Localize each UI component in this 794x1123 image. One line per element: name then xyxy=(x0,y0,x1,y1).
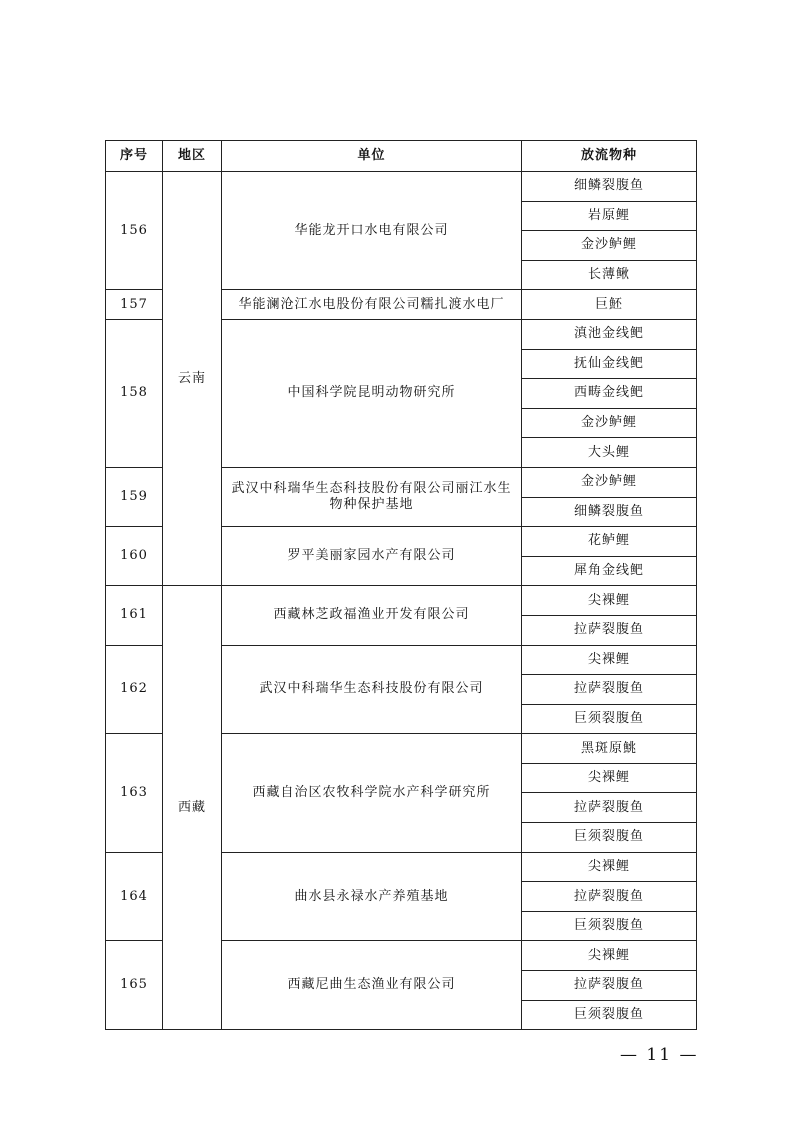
species-cell: 长薄鳅 xyxy=(522,260,697,290)
species-cell: 细鳞裂腹鱼 xyxy=(522,497,697,527)
unit-cell: 罗平美丽家园水产有限公司 xyxy=(222,527,522,586)
species-cell: 巨须裂腹鱼 xyxy=(522,911,697,941)
entry-number: 161 xyxy=(106,586,163,645)
unit-cell: 中国科学院昆明动物研究所 xyxy=(222,319,522,467)
species-cell: 拉萨裂腹鱼 xyxy=(522,882,697,912)
header-unit: 单位 xyxy=(222,141,522,172)
region-cell: 云南 xyxy=(163,172,222,586)
species-cell: 西畴金线鲃 xyxy=(522,379,697,409)
species-cell: 拉萨裂腹鱼 xyxy=(522,675,697,705)
header-species: 放流物种 xyxy=(522,141,697,172)
entry-number: 156 xyxy=(106,172,163,290)
species-cell: 尖裸鲤 xyxy=(522,763,697,793)
species-cell: 尖裸鲤 xyxy=(522,852,697,882)
entry-number: 160 xyxy=(106,527,163,586)
header-region: 地区 xyxy=(163,141,222,172)
species-cell: 尖裸鲤 xyxy=(522,645,697,675)
entry-number: 164 xyxy=(106,852,163,941)
species-cell: 金沙鲈鲤 xyxy=(522,408,697,438)
entry-number: 159 xyxy=(106,467,163,526)
species-cell: 巨魾 xyxy=(522,290,697,320)
species-cell: 金沙鲈鲤 xyxy=(522,231,697,261)
species-cell: 巨须裂腹鱼 xyxy=(522,1000,697,1030)
species-cell: 巨须裂腹鱼 xyxy=(522,704,697,734)
release-table xyxy=(105,140,697,1030)
species-cell: 细鳞裂腹鱼 xyxy=(522,172,697,202)
species-cell: 尖裸鲤 xyxy=(522,941,697,971)
page-number: — 11 — xyxy=(620,1045,699,1065)
species-cell: 抚仙金线鲃 xyxy=(522,349,697,379)
entry-number: 163 xyxy=(106,734,163,852)
unit-cell: 西藏自治区农牧科学院水产科学研究所 xyxy=(222,734,522,852)
table-body xyxy=(106,172,697,1030)
species-cell: 黑斑原鮡 xyxy=(522,734,697,764)
unit-cell: 西藏林芝政福渔业开发有限公司 xyxy=(222,586,522,645)
species-cell: 滇池金线鲃 xyxy=(522,319,697,349)
header-no: 序号 xyxy=(106,141,163,172)
unit-cell: 曲水县永禄水产养殖基地 xyxy=(222,852,522,941)
table-row xyxy=(106,586,697,616)
unit-cell: 华能澜沧江水电股份有限公司糯扎渡水电厂 xyxy=(222,290,522,320)
species-cell: 犀角金线鲃 xyxy=(522,556,697,586)
species-cell: 大头鲤 xyxy=(522,438,697,468)
entry-number: 157 xyxy=(106,290,163,320)
unit-cell: 西藏尼曲生态渔业有限公司 xyxy=(222,941,522,1030)
unit-cell: 武汉中科瑞华生态科技股份有限公司 xyxy=(222,645,522,734)
entry-number: 162 xyxy=(106,645,163,734)
region-cell: 西藏 xyxy=(163,586,222,1030)
table-row xyxy=(106,172,697,202)
species-cell: 拉萨裂腹鱼 xyxy=(522,615,697,645)
species-cell: 岩原鲤 xyxy=(522,201,697,231)
unit-cell: 华能龙开口水电有限公司 xyxy=(222,172,522,290)
species-cell: 拉萨裂腹鱼 xyxy=(522,971,697,1001)
entry-number: 165 xyxy=(106,941,163,1030)
species-cell: 巨须裂腹鱼 xyxy=(522,823,697,853)
species-cell: 尖裸鲤 xyxy=(522,586,697,616)
unit-cell: 武汉中科瑞华生态科技股份有限公司丽江水生物种保护基地 xyxy=(222,467,522,526)
species-cell: 拉萨裂腹鱼 xyxy=(522,793,697,823)
species-cell: 花鲈鲤 xyxy=(522,527,697,557)
entry-number: 158 xyxy=(106,319,163,467)
header-row xyxy=(106,141,697,172)
species-cell: 金沙鲈鲤 xyxy=(522,467,697,497)
